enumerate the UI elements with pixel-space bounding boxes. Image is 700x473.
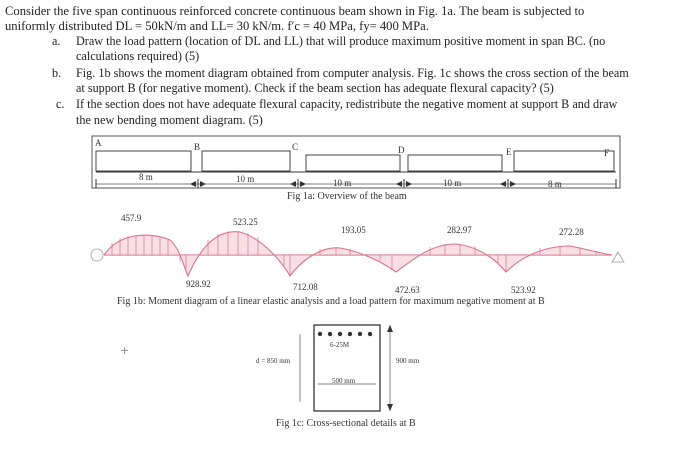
part-b-line-2: at support B (for negative moment). Check if the beam section has adequate flexural capacity? (5) [76,81,554,95]
part-a-marker: a. [52,34,61,48]
support-a-label: A [95,138,102,148]
span-ef-length: 8 m [548,179,562,189]
moment-label-support-c: 712.08 [293,282,318,292]
part-a-line-2: calculations required) (5) [76,49,200,63]
section-height-label: 900 mm [396,357,420,365]
support-b-label: B [194,142,201,152]
moment-label-support-b: 928.92 [186,279,211,289]
effective-depth-label: d = 850 mm [256,357,291,365]
support-f-label: F [604,148,610,158]
fig-1b-caption: Fig 1b: Moment diagram of a linear elastic analysis and a load pattern for maximum negative moment at B [117,296,545,307]
support-d-label: D [398,145,405,155]
moment-label-span-cd: 193.05 [341,225,366,235]
moment-label-span-ab: 457.9 [121,213,142,223]
moment-label-span-de: 282.97 [447,225,472,235]
moment-label-support-d: 472.63 [395,285,420,295]
part-c-marker: c. [56,97,65,111]
span-cd-length: 10 m [333,178,352,188]
moment-label-support-e: 523.92 [511,285,536,295]
span-bc-length: 10 m [236,174,255,184]
intro-line-2: uniformly distributed DL = 50kN/m and LL= 30 kN/m. f′c = 40 MPa, fy= 400 MPa. [5,19,429,33]
moment-label-span-ef: 272.28 [559,227,584,237]
section-width-label: 500 mm [332,377,356,385]
rebar-label: 6-25M [330,341,350,349]
span-de-length: 10 m [443,178,462,188]
part-b-line-1: Fig. 1b shows the moment diagram obtained from computer analysis. Fig. 1c shows the cross section of the beam [76,66,629,80]
fig-1c-caption: Fig 1c: Cross-sectional details at B [276,418,416,429]
cursor-mark-icon: + [120,344,130,357]
moment-label-span-bc: 523.25 [233,217,258,227]
part-b-marker: b. [52,66,62,80]
part-c-line-1: If the section does not have adequate flexural capacity, redistribute the negative moment at support B and draw [76,97,618,111]
part-c-line-2: the new bending moment diagram. (5) [76,113,263,127]
span-ab-length: 8 m [139,172,153,182]
part-a-line-1: Draw the load pattern (location of DL and LL) that will produce maximum positive moment in span BC. (no [76,34,606,48]
support-e-label: E [506,147,512,157]
support-c-label: C [292,142,299,152]
fig-1a-caption: Fig 1a: Overview of the beam [287,191,407,202]
intro-line-1: Consider the five span continuous reinforced concrete continuous beam shown in Fig. 1a. The beam is subjected to [5,4,585,18]
